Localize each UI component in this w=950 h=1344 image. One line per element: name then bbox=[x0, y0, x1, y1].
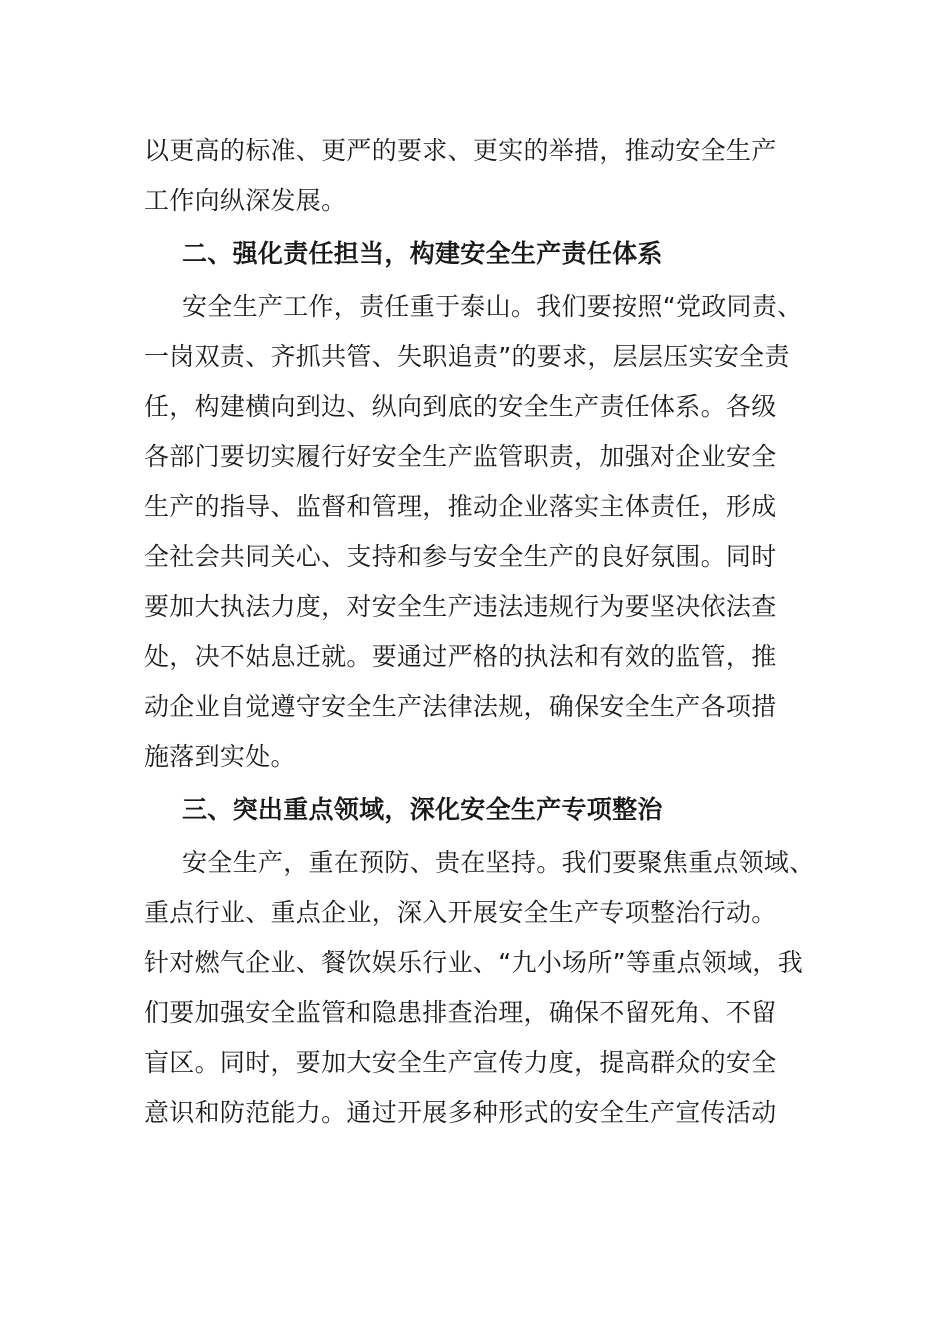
paragraph-continuation bbox=[144, 126, 814, 226]
text-line: 安全生产，重在预防、贵在坚持。我们要聚焦重点领域、 bbox=[182, 848, 815, 877]
text-line: 施落到实处。 bbox=[144, 742, 296, 771]
text-line: 针对燃气企业、餐饮娱乐行业、“九小场所”等重点领域，我 bbox=[144, 948, 804, 977]
text-line: 一岗双责、齐抓共管、失职追责”的要求，层层压实安全责 bbox=[144, 342, 790, 371]
text-line: 安全生产工作，责任重于泰山。我们要按照“党政同责、 bbox=[182, 292, 803, 321]
text-line: 生产的指导、监督和管理，推动企业落实主体责任，形成 bbox=[144, 492, 777, 521]
paragraph-key-areas bbox=[144, 838, 814, 1138]
text-line: 以更高的标准、更严的要求、更实的举措，推动安全生产 bbox=[144, 136, 777, 165]
text-line: 动企业自觉遵守安全生产法律法规，确保安全生产各项措 bbox=[144, 692, 777, 721]
section-heading-2: 二、强化责任担当，构建安全生产责任体系 bbox=[182, 239, 663, 268]
paragraph-responsibility bbox=[144, 282, 814, 782]
text-line: 全社会共同关心、支持和参与安全生产的良好氛围。同时 bbox=[144, 542, 777, 571]
text-line: 处，决不姑息迁就。要通过严格的执法和有效的监管，推 bbox=[144, 642, 777, 671]
text-line: 任，构建横向到边、纵向到底的安全生产责任体系。各级 bbox=[144, 392, 777, 421]
document-body bbox=[144, 126, 814, 1138]
text-line: 盲区。同时，要加大安全生产宣传力度，提高群众的安全 bbox=[144, 1048, 777, 1077]
text-line: 们要加强安全监管和隐患排查治理，确保不留死角、不留 bbox=[144, 998, 777, 1027]
text-line: 意识和防范能力。通过开展多种形式的安全生产宣传活动 bbox=[144, 1098, 777, 1127]
section-heading-3: 三、突出重点领域，深化安全生产专项整治 bbox=[182, 795, 663, 824]
text-line: 各部门要切实履行好安全生产监管职责，加强对企业安全 bbox=[144, 442, 777, 471]
text-line: 工作向纵深发展。 bbox=[144, 186, 347, 215]
text-line: 重点行业、重点企业，深入开展安全生产专项整治行动。 bbox=[144, 898, 777, 927]
text-line: 要加大执法力度，对安全生产违法违规行为要坚决依法查 bbox=[144, 592, 777, 621]
